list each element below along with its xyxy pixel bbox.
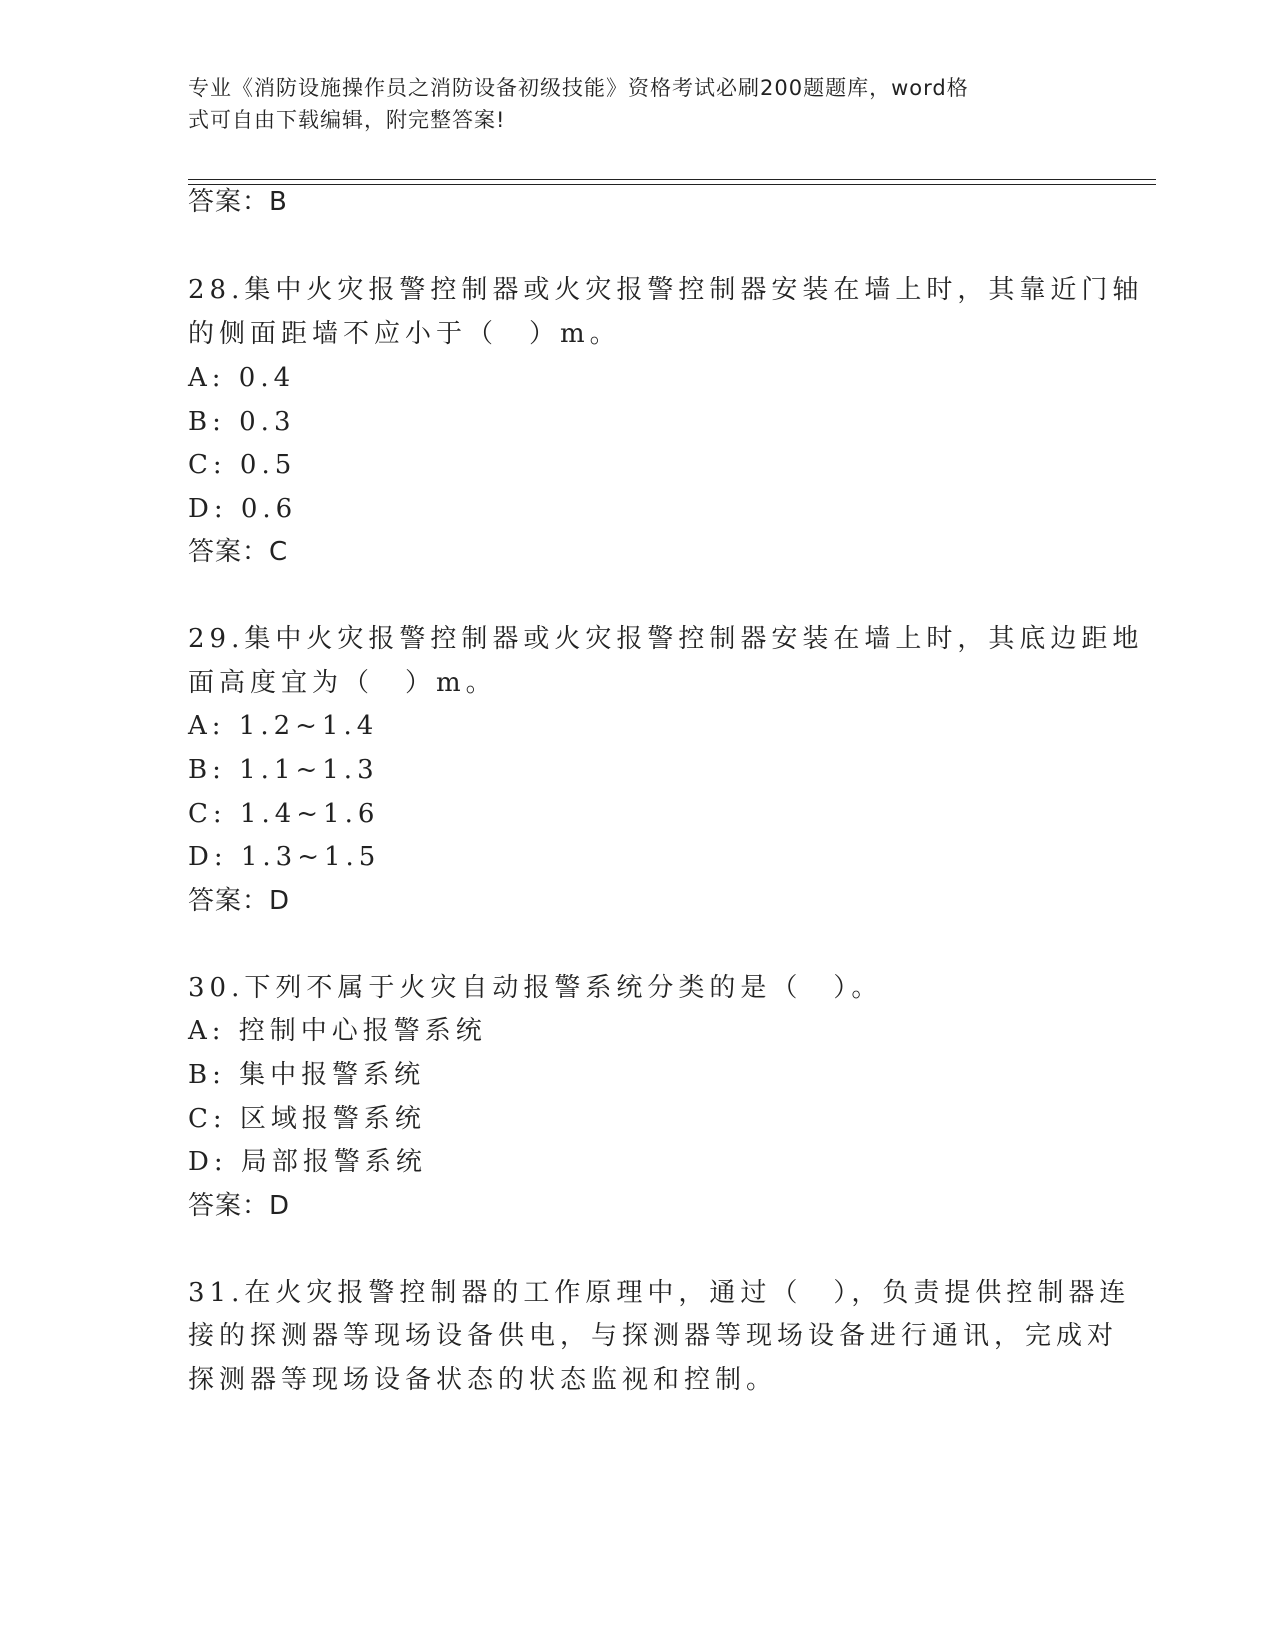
answer-line: 答案：D — [188, 886, 291, 916]
option-d: D: 0.6 — [188, 494, 298, 524]
title-line-2: 式可自由下载编辑，附完整答案! — [188, 108, 506, 132]
question-text-line: 31.在火灾报警控制器的工作原理中，通过（ ），负责提供控制器连 — [188, 1278, 1131, 1308]
option-b: B: 集中报警系统 — [188, 1060, 426, 1090]
question-text-line: 29.集中火灾报警控制器或火灾报警控制器安装在墙上时，其底边距地 — [188, 624, 1144, 654]
option-a: A: 控制中心报警系统 — [188, 1016, 487, 1046]
option-c: C: 1.4~1.6 — [188, 799, 380, 829]
question-text-line: 探测器等现场设备状态的状态监视和控制。 — [188, 1365, 778, 1395]
option-b: B: 1.1~1.3 — [188, 755, 379, 785]
answer-line: 答案：B — [188, 187, 288, 217]
title-line-1: 专业《消防设施操作员之消防设备初级技能》资格考试必刷200题题库，word格 — [188, 76, 969, 100]
question-text-line: 30.下列不属于火灾自动报警系统分类的是（ ）。 — [188, 973, 883, 1003]
option-a: A: 0.4 — [188, 363, 296, 393]
header-rule-top — [188, 179, 1156, 180]
question-text-line: 28.集中火灾报警控制器或火灾报警控制器安装在墙上时，其靠近门轴 — [188, 275, 1144, 305]
option-c: C: 区域报警系统 — [188, 1104, 426, 1134]
option-b: B: 0.3 — [188, 407, 296, 437]
answer-line: 答案：D — [188, 1191, 291, 1221]
answer-line: 答案：C — [188, 537, 289, 567]
option-d: D: 局部报警系统 — [188, 1147, 427, 1177]
question-text-line: 接的探测器等现场设备供电，与探测器等现场设备进行通讯，完成对 — [188, 1321, 1119, 1351]
option-a: A: 1.2~1.4 — [188, 711, 379, 741]
option-c: C: 0.5 — [188, 450, 297, 480]
option-d: D: 1.3~1.5 — [188, 842, 381, 872]
header-rule-bottom — [188, 184, 1156, 185]
question-text-line: 面高度宜为（ ）m。 — [188, 668, 497, 698]
question-text-line: 的侧面距墙不应小于（ ）m。 — [188, 319, 621, 349]
document-title — [188, 72, 1068, 136]
